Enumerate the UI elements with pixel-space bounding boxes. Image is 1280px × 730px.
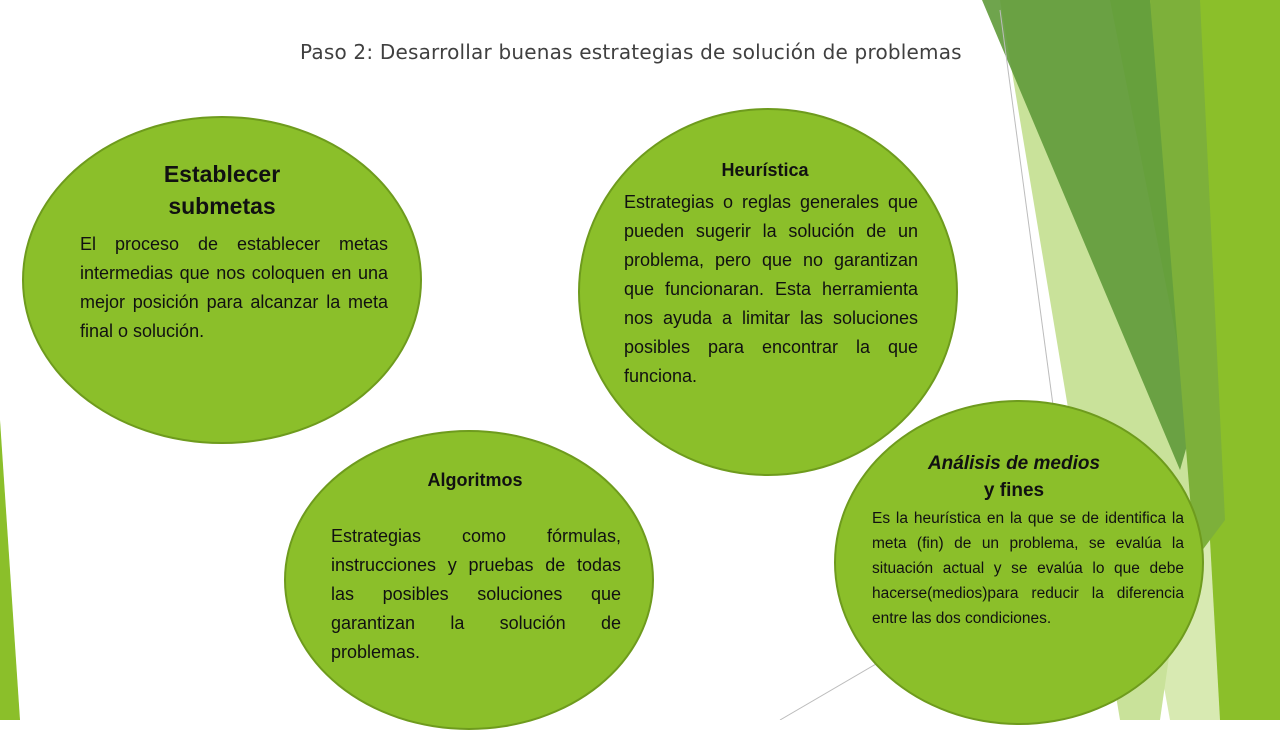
algoritmos-body: Estrategias como fórmulas, instrucciones y pruebas de todas las posibles soluciones que garantizan la solución de problemas. — [331, 526, 621, 662]
left-bar-shape — [0, 420, 20, 720]
submetas-title — [112, 158, 332, 222]
heuristica-title: Heurística — [721, 160, 809, 180]
medios-fines-title-line1: Análisis de medios — [927, 453, 1101, 474]
medios-fines-body: Es la heurística en la que se de identifica la meta (fin) de un problema, se evalúa la situación actual y se evalúa lo que debe hacerse(medios)para reducir la diferencia entre las dos condiciones. — [872, 510, 1184, 627]
medios-fines-title-line2: y fines — [983, 480, 1045, 501]
heuristica-body: Estrategias o reglas generales que pueden sugerir la solución de un problema, pero que no garantizan que funcionaran. Esta herramienta nos ayuda a limitar las soluciones posibles para encontrar la que funciona. — [624, 192, 918, 386]
medios-fines-title — [880, 450, 1148, 504]
algoritmos-title: Algoritmos — [427, 470, 523, 490]
slide-title: Paso 2: Desarrollar buenas estrategias de solución de problemas — [300, 40, 962, 64]
submetas-title-line1: Establecer — [163, 161, 281, 187]
submetas-title-line2: submetas — [168, 193, 276, 219]
submetas-body: El proceso de establecer metas intermedias que nos coloquen en una mejor posición para alcanzar la meta final o solución. — [80, 234, 388, 341]
